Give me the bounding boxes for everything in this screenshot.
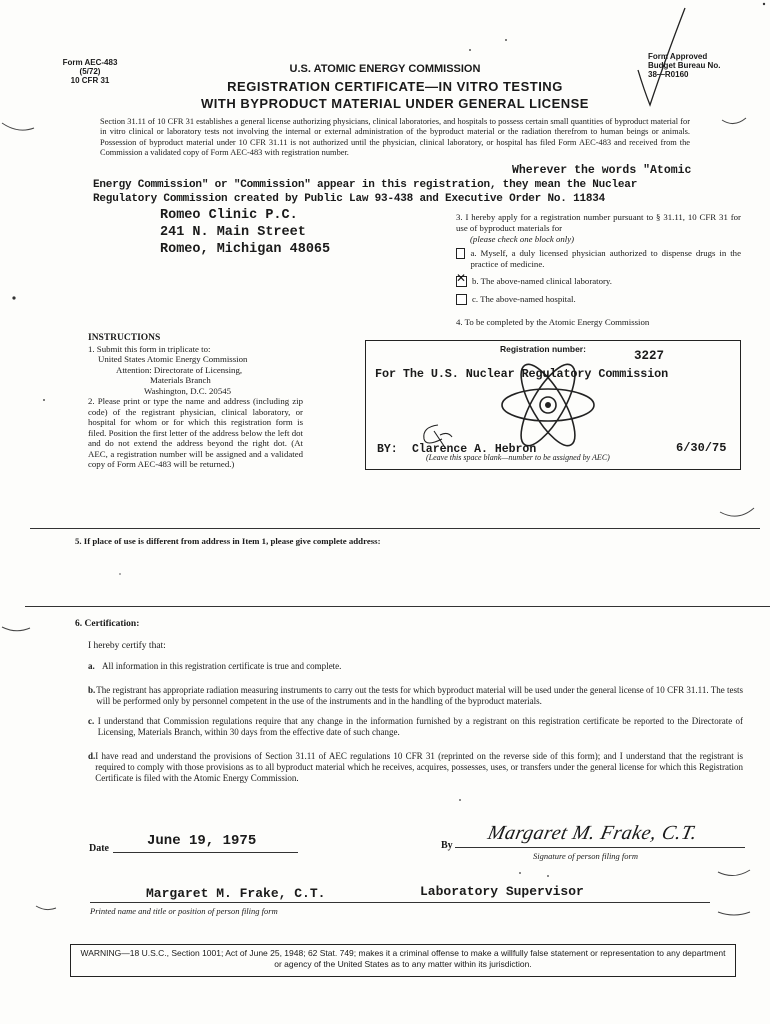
form-date: (5/72) [79,67,101,76]
registration-by-label: BY: [377,443,398,456]
leave-blank-note: (Leave this space blank—number to be assigned by AEC) [426,453,610,462]
page-title-line1: REGISTRATION CERTIFICATE—IN VITRO TESTING [227,79,563,94]
by-label: By [441,840,453,851]
cert-b-text: The registrant has appropriate radiation measuring instruments to carry out the tests for which byproduct material will be used under the general license of 10 CFR 31.11. The tests will be performed only by personnel competent in the use of the instruments and in the handling of the byproduct materials. [96,685,743,706]
item3-text: 3. I hereby apply for a registration number pursuant to § 31.11, 10 CFR 31 for use of byproduct materials for [456,212,741,233]
item6-heading: 6. Certification: [75,619,140,629]
signature-caption: Signature of person filing form [533,851,638,861]
printed-name[interactable]: Margaret M. Frake, C.T. [146,886,326,901]
typed-overlay-line3: Regulatory Commission created by Public Law 93-438 and Executive Order No. 11834 [93,193,606,205]
item4-text: 4. To be completed by the Atomic Energy Commission [456,317,650,327]
cert-item-d: d. I have read and understand the provisions of Section 31.11 of AEC regulations 10 CFR 31 (reprinted on the reverse side of this form); and I understand that the registrant is required to comply with those provisions as to all byproduct material which he receives, acquires, possesses, uses, or transfers under the general license for which this Registration Certificate is filed with the Atomic Energy Commission. [88,751,743,783]
registrant-name: Romeo Clinic P.C. [160,208,298,223]
option-a-label: a. Myself, a duly licensed physician authorized to dispense drugs in the practice of medicine. [470,248,741,269]
form-cfr: 10 CFR 31 [70,76,110,85]
registrant-city: Romeo, Michigan 48065 [160,242,331,257]
cert-item-a: a. All information in this registration certificate is true and complete. [88,661,342,671]
intro-paragraph: Section 31.11 of 10 CFR 31 establishes a general license authorizing physicians, clinical laboratories, and hospitals to possess certain small quantities of byproduct material for in vitro clinical or laboratory tests not involving the internal or external administration of the byproduct material or the radiation therefrom to human beings or animals. Possession of byproduct material under 10 CFR 31.11 is not authorized until the physician, clinical laboratory, or hospital has filed Form AEC-483 and received from the Commission a validated copy of Form AEC-483 with registration number. [100,117,690,158]
approval-line1: Form Approved [648,52,708,61]
printed-caption: Printed name and title or position of person filing form [90,906,278,916]
registration-by-name: Clarence A. Hebron [412,443,537,456]
registration-date: 6/30/75 [676,441,727,455]
date-label: Date [89,843,109,854]
instructions-item1: 1. Submit this form in triplicate to: [88,343,211,354]
agency-name: U.S. ATOMIC ENERGY COMMISSION [289,63,481,75]
warning-text: WARNING—18 U.S.C., Section 1001; Act of June 25, 1948; 62 Stat. 749; makes it a criminal offense to make a willfully false statement or representation to any department or agency of the United States as to any matter within its jurisdiction. [80,948,726,969]
instructions-addr1: United States Atomic Energy Commission [98,354,248,364]
registration-for-line: For The U.S. Nuclear Regulatory Commission [375,367,669,381]
cert-a-text: All information in this registration certificate is true and complete. [102,661,342,671]
item3-note: (please check one block only) [470,234,575,244]
typed-overlay-line1: Wherever the words "Atomic [512,164,692,177]
option-b-label: b. The above-named clinical laboratory. [472,276,612,286]
instructions-item2: 2. Please print or type the name and address (including zip code) of the registrant physician, clinical laboratory, or hospital for whom or for which this registration form is filed. Position the first letter of the address below the left dot and do not extend the address beyond the right dot. (At AEC, a registration number will be assigned and a validated copy of Form AEC-483 will be returned.) [88,396,303,469]
date-value[interactable]: June 19, 1975 [147,833,257,849]
instructions-addr2: Attention: Directorate of Licensing, [116,364,243,375]
registration-number-label: Registration number: [500,344,586,354]
cert-item-c: c. I understand that Commission regulations require that any change in the information furnished by a registrant on this registration certificate be reported to the Directorate of Licensing, Materials Branch, within 30 days from the effective date of such change. [88,716,743,737]
approval-line2: Budget Bureau No. [648,61,721,70]
option-c-label: c. The above-named hospital. [472,294,576,304]
printed-title[interactable]: Laboratory Supervisor [420,884,584,899]
item5-text: 5. If place of use is different from address in Item 1, please give complete address: [75,536,381,546]
cert-d-text: I have read and understand the provisions of Section 31.11 of AEC regulations 10 CFR 31 (reprinted on the reverse side of this form); and I understand that the registrant is required to comply with those provisions as to all byproduct material which he receives, acquires, possesses, uses, or transfers under the general license for which this Registration Certificate is filed with the Atomic Energy Commission. [95,751,743,783]
handwritten-signature[interactable]: Margaret M. Frake, C.T. [485,822,700,844]
approval-line3: 38—R0160 [648,70,689,79]
page-title-line2: WITH BYPRODUCT MATERIAL UNDER GENERAL LICENSE [201,96,589,111]
registration-number: 3227 [634,349,665,363]
instructions-addr4: Washington, D.C. 20545 [144,385,232,396]
cert-item-b: b. The registrant has appropriate radiation measuring instruments to carry out the tests for which byproduct material will be used under the general license of 10 CFR 31.11. The tests will be performed only by personnel competent in the use of the instruments and in the handling of the byproduct materials. [88,685,743,706]
instructions-heading: INSTRUCTIONS [88,333,161,343]
typed-overlay-line2: Energy Commission" or "Commission" appear in this registration, they mean the Nuclear [93,179,638,191]
certify-line: I hereby certify that: [88,641,166,651]
form-id: Form AEC-483 [62,58,118,67]
registrant-street: 241 N. Main Street [160,225,306,240]
instructions-addr3: Materials Branch [150,375,211,385]
cert-c-text: I understand that Commission regulations require that any change in the information furnished by a registrant on this registration certificate be reported to the Directorate of Licensing, Materials Branch, within 30 days from the effective date of such change. [97,716,743,737]
